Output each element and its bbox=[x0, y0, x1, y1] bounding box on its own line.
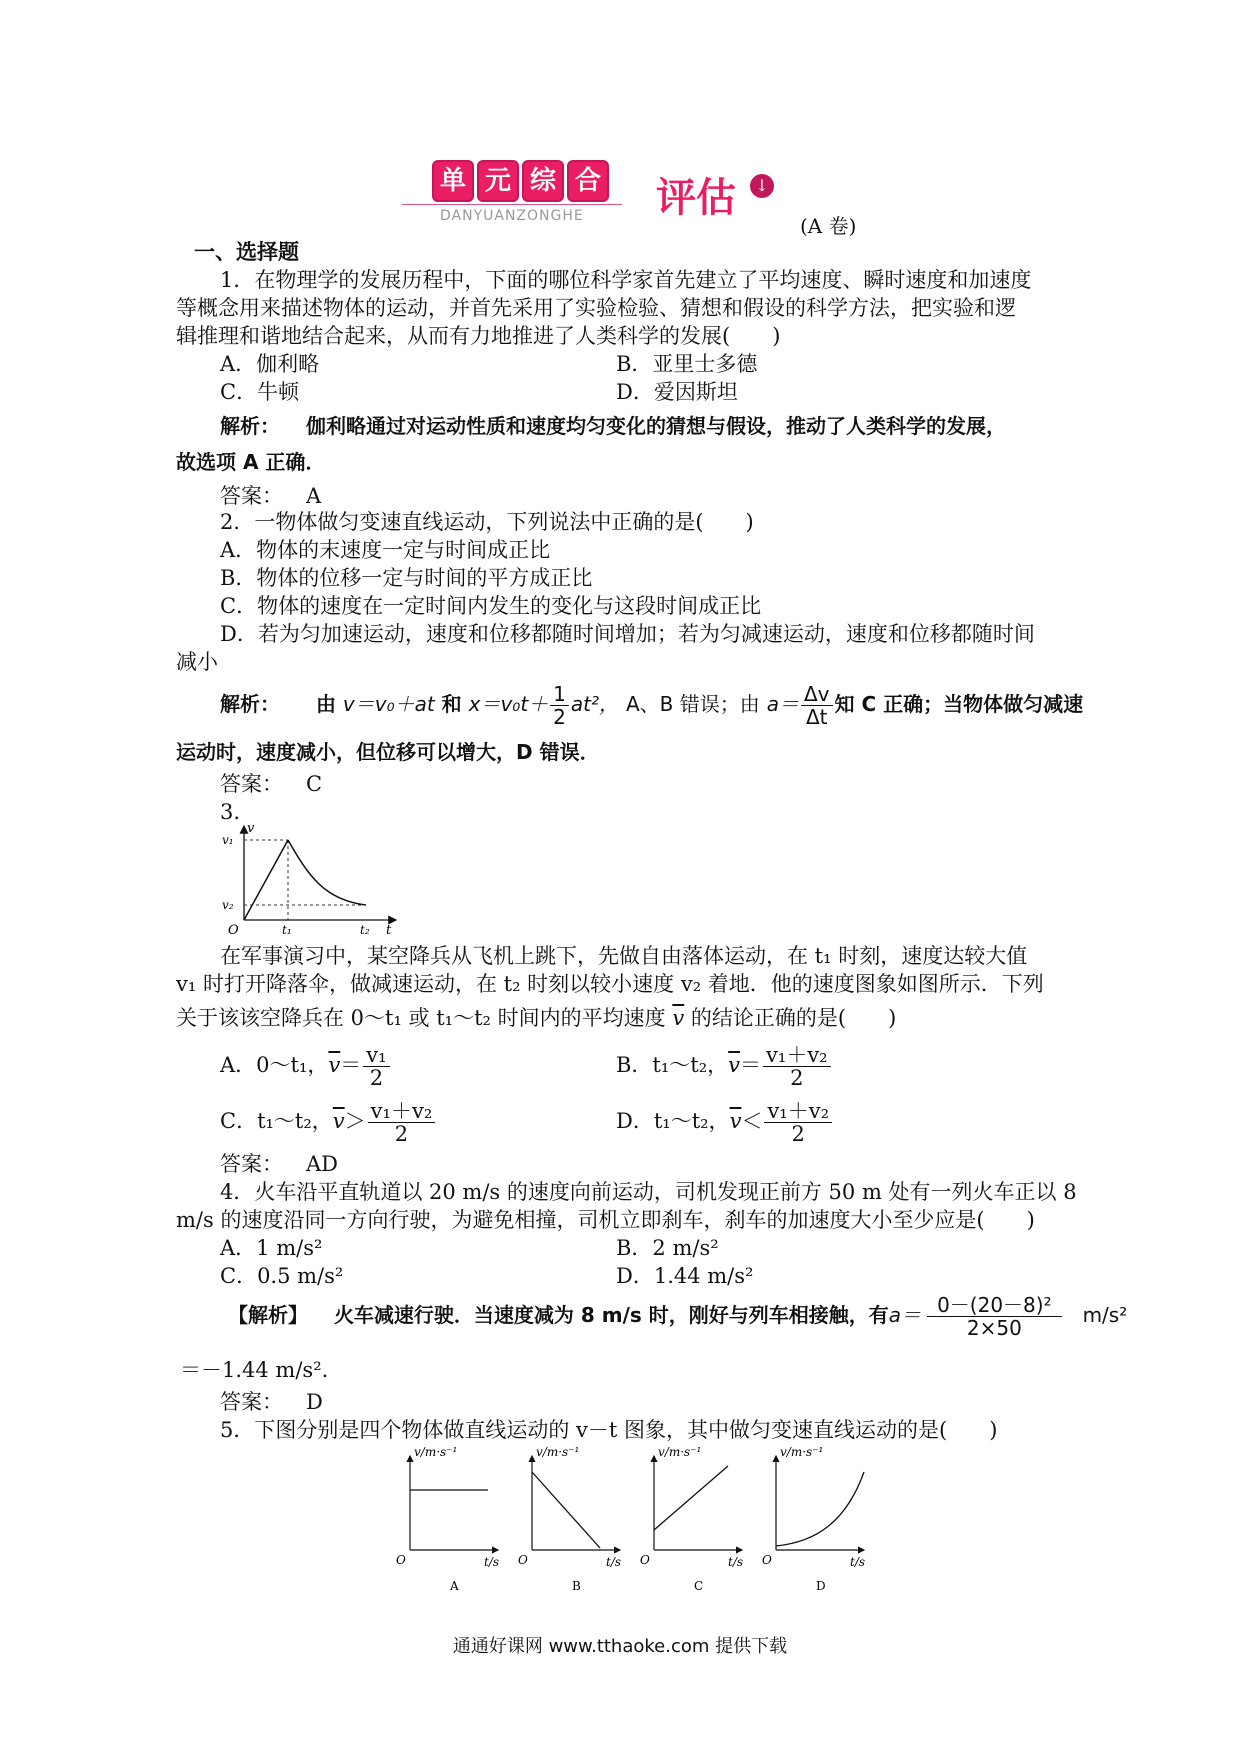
q5-panel-c bbox=[654, 1456, 742, 1550]
q1-answer-label: 答案： bbox=[220, 484, 283, 508]
q3-b-pre: B．t₁～t₂， bbox=[616, 1053, 729, 1077]
q3-option-b bbox=[616, 1044, 833, 1089]
q5-c-xlabel: t/s bbox=[728, 1555, 744, 1569]
q3-stem1: 在军事演习中，某空降兵从飞机上跳下，先做自由落体运动，在 t₁ 时刻，速度达较大值 bbox=[220, 944, 1028, 968]
q4-option-b: B．2 m/s² bbox=[616, 1236, 719, 1260]
q2-option-b: B．物体的位移一定与时间的平方成正比 bbox=[220, 566, 593, 590]
q3-freefall-line bbox=[244, 840, 288, 920]
q3-stem3-vbar: $\overline{v}$ bbox=[672, 1006, 685, 1030]
q3-b-den: 2 bbox=[790, 1066, 804, 1090]
q3-label-t: t bbox=[386, 923, 392, 938]
q5-b-origin: O bbox=[518, 1553, 528, 1567]
q3-vt-graph bbox=[216, 820, 406, 938]
q2-a-post: 知 C 正确；当物体做匀减速 bbox=[834, 692, 1084, 716]
q4-a-eq: a＝ bbox=[888, 1303, 922, 1327]
q5-graphs bbox=[396, 1442, 896, 1602]
q3-d-vbar: $\overline{v}$ bbox=[729, 1109, 742, 1133]
q3-stem3a: 关于该该空降兵在 0～t₁ 或 t₁～t₂ 时间内的平均速度 bbox=[176, 1006, 666, 1030]
q3-c-vbar: $\overline{v}$ bbox=[332, 1109, 345, 1133]
q2-option-a: A．物体的末速度一定与时间成正比 bbox=[220, 538, 551, 562]
q1-answer: A bbox=[306, 484, 322, 508]
q3-b-vbar: $\overline{v}$ bbox=[728, 1053, 741, 1077]
q2-a-eq2-tail: at²， bbox=[570, 692, 620, 716]
q5-a-origin: O bbox=[396, 1553, 406, 1567]
q4-analysis-label: 【解析】 bbox=[228, 1303, 308, 1327]
q2-answer-label: 答案： bbox=[220, 772, 283, 796]
q3-label-o: O bbox=[228, 923, 239, 938]
q4-stem2: m/s 的速度沿同一方向行驶，为避免相撞，司机立即刹车，刹车的加速度大小至少应是( ) bbox=[176, 1208, 1035, 1232]
q2-analysis-2: 运动时，速度减小，但位移可以增大，D 错误． bbox=[176, 740, 600, 764]
q1-analysis-2: 故选项 A 正确． bbox=[176, 450, 326, 474]
q3-label-v1: v₁ bbox=[222, 833, 234, 847]
volume-label: (A 卷) bbox=[800, 214, 857, 238]
q5-b-caption: B bbox=[572, 1579, 581, 1593]
q2-a-eq3: a＝ bbox=[766, 692, 799, 716]
q3-stem2: v₁ 时打开降落伞，做减速运动，在 t₂ 时刻以较小速度 v₂ 着地．他的速度图象如图所示．下列 bbox=[176, 972, 1044, 996]
q4-answer: D bbox=[306, 1390, 323, 1414]
q3-option-c bbox=[220, 1100, 437, 1145]
q5-a-xlabel: t/s bbox=[484, 1555, 500, 1569]
q3-c-num: v₁＋v₂ bbox=[368, 1100, 436, 1123]
q3-a-num: v₁ bbox=[363, 1044, 389, 1067]
q3-a-rel: ＝ bbox=[340, 1053, 362, 1077]
q2-dt: Δt bbox=[806, 705, 828, 729]
q2-analysis-1 bbox=[220, 680, 1083, 728]
q5-b-ylabel: v/m·s⁻¹ bbox=[536, 1445, 580, 1459]
q3-number: 3. bbox=[220, 800, 241, 824]
q5-d-caption: D bbox=[816, 1579, 826, 1593]
q5-stem: 5．下图分别是四个物体做直线运动的 v－t 图象，其中做匀变速直线运动的是( ) bbox=[220, 1418, 998, 1442]
q4-result: ＝－1.44 m/s². bbox=[180, 1358, 329, 1382]
q5-c-origin: O bbox=[640, 1553, 650, 1567]
q2-option-d2: 减小 bbox=[176, 650, 218, 674]
q3-label-t2: t₂ bbox=[360, 923, 370, 937]
q3-c-pre: C．t₁～t₂， bbox=[220, 1109, 333, 1133]
q2-half-num: 1 bbox=[550, 683, 569, 706]
q3-answer: AD bbox=[306, 1152, 339, 1176]
q2-a-mid: A、B 错误；由 bbox=[626, 692, 760, 716]
q3-d-rel: ＜ bbox=[741, 1109, 763, 1133]
q4-analysis-1 bbox=[228, 1294, 1127, 1339]
q3-d-pre: D．t₁～t₂， bbox=[616, 1109, 730, 1133]
q3-answer-label: 答案： bbox=[220, 1152, 283, 1176]
q3-option-d bbox=[616, 1100, 834, 1145]
banner-pinyin: DANYUANZONGHE bbox=[440, 208, 584, 224]
q4-analysis-text: 火车减速行驶．当速度减为 8 m/s 时，刚好与列车相接触，有 bbox=[333, 1303, 889, 1327]
q5-d-ylabel: v/m·s⁻¹ bbox=[780, 1445, 824, 1459]
q3-b-num: v₁＋v₂ bbox=[763, 1044, 831, 1067]
q2-a-eq1: v＝v₀＋at bbox=[342, 692, 435, 716]
q3-label-v: v bbox=[247, 821, 255, 836]
q1-option-c: C．牛顿 bbox=[220, 380, 300, 404]
q5-vt-graphs-svg bbox=[396, 1442, 896, 1602]
q1-option-d: D．爱因斯坦 bbox=[616, 380, 738, 404]
q5-b-line bbox=[532, 1472, 600, 1548]
q2-stem: 2．一物体做匀变速直线运动，下列说法中正确的是( ) bbox=[220, 510, 754, 534]
q2-half-den: 2 bbox=[553, 705, 566, 729]
banner-box-4: 合 bbox=[567, 160, 609, 202]
q1-line2: 等概念用来描述物体的运动，并首先采用了实验检验、猜想和假设的科学方法，把实验和逻 bbox=[176, 296, 1016, 320]
q5-b-xlabel: t/s bbox=[606, 1555, 622, 1569]
q3-d-num: v₁＋v₂ bbox=[764, 1100, 832, 1123]
q3-b-rel: ＝ bbox=[740, 1053, 762, 1077]
q3-c-rel: ＞ bbox=[344, 1109, 366, 1133]
q4-stem1: 4．火车沿平直轨道以 20 m/s 的速度向前运动，司机发现正前方 50 m 处有一列火车正以 8 bbox=[220, 1180, 1077, 1204]
q5-d-curve bbox=[776, 1472, 864, 1546]
q3-a-den: 2 bbox=[369, 1066, 384, 1090]
q3-decel-curve bbox=[288, 840, 366, 905]
q3-option-a bbox=[220, 1044, 392, 1089]
section-title: 一、选择题 bbox=[194, 240, 299, 264]
q3-stem3b: 的结论正确的是( ) bbox=[690, 1006, 897, 1030]
banner-box-3: 综 bbox=[522, 160, 564, 202]
q2-a-and: 和 bbox=[441, 692, 462, 716]
unit-banner bbox=[432, 160, 812, 230]
q2-dv: Δv bbox=[801, 683, 833, 706]
q2-option-d1: D．若为匀加速运动，速度和位移都随时间增加；若为匀减速运动，速度和位移都随时间 bbox=[220, 622, 1035, 646]
q4-frac-den: 2×50 bbox=[966, 1316, 1022, 1340]
q5-panel-a bbox=[410, 1456, 498, 1550]
arrow-down-icon: ↓ bbox=[750, 174, 774, 198]
q5-a-ylabel: v/m·s⁻¹ bbox=[414, 1445, 458, 1459]
q5-panel-d bbox=[776, 1456, 864, 1550]
q4-option-d: D．1.44 m/s² bbox=[616, 1264, 754, 1288]
q3-a-pre: A．0～t₁， bbox=[220, 1053, 329, 1077]
q4-option-a: A．1 m/s² bbox=[220, 1236, 323, 1260]
q4-answer-label: 答案： bbox=[220, 1390, 283, 1414]
q4-option-c: C．0.5 m/s² bbox=[220, 1264, 344, 1288]
q5-c-caption: C bbox=[694, 1579, 704, 1593]
q4-frac-num: 0－(20－8)² bbox=[927, 1294, 1062, 1317]
q5-c-ylabel: v/m·s⁻¹ bbox=[658, 1445, 702, 1459]
q1-option-a: A．伽利略 bbox=[220, 352, 320, 376]
q5-d-xlabel: t/s bbox=[850, 1555, 866, 1569]
footer-source: 通通好课网 www.tthaoke.com 提供下载 bbox=[452, 1636, 788, 1657]
q3-label-v2: v₂ bbox=[222, 898, 234, 912]
q5-d-origin: O bbox=[762, 1553, 772, 1567]
q2-option-c: C．物体的速度在一定时间内发生的变化与这段时间成正比 bbox=[220, 594, 762, 618]
q1-line3: 辑推理和谐地结合起来，从而有力地推进了人类科学的发展( ) bbox=[176, 324, 781, 348]
q1-option-b: B．亚里士多德 bbox=[616, 352, 758, 376]
q3-c-den: 2 bbox=[394, 1122, 409, 1146]
q5-a-caption: A bbox=[450, 1579, 459, 1593]
q3-label-t1: t₁ bbox=[282, 923, 292, 937]
banner-rule bbox=[402, 204, 622, 205]
banner-box-2: 元 bbox=[477, 160, 519, 202]
q1-line1: 1．在物理学的发展历程中，下面的哪位科学家首先建立了平均速度、瞬时速度和加速度 bbox=[220, 268, 1032, 292]
banner-boxes bbox=[432, 160, 612, 202]
q3-stem3 bbox=[176, 1004, 896, 1032]
q1-analysis-1: 伽利略通过对运动性质和速度均匀变化的猜想与假设，推动了人类科学的发展， bbox=[306, 414, 1006, 438]
q4-unit: m/s² bbox=[1082, 1303, 1128, 1327]
banner-box-1: 单 bbox=[432, 160, 474, 202]
q3-a-vbar: $\overline{v}$ bbox=[328, 1053, 341, 1077]
q2-a-eq2: x＝v₀t＋ bbox=[468, 692, 549, 716]
banner-word: 评估 bbox=[656, 175, 736, 221]
q2-analysis-label: 解析： bbox=[220, 692, 280, 716]
q5-c-line bbox=[654, 1466, 728, 1530]
q3-d-den: 2 bbox=[791, 1122, 805, 1146]
q1-analysis-label: 解析： bbox=[220, 414, 280, 438]
q5-panel-b bbox=[532, 1456, 620, 1550]
q2-answer: C bbox=[306, 772, 323, 796]
q2-a-pre: 由 bbox=[315, 692, 336, 716]
